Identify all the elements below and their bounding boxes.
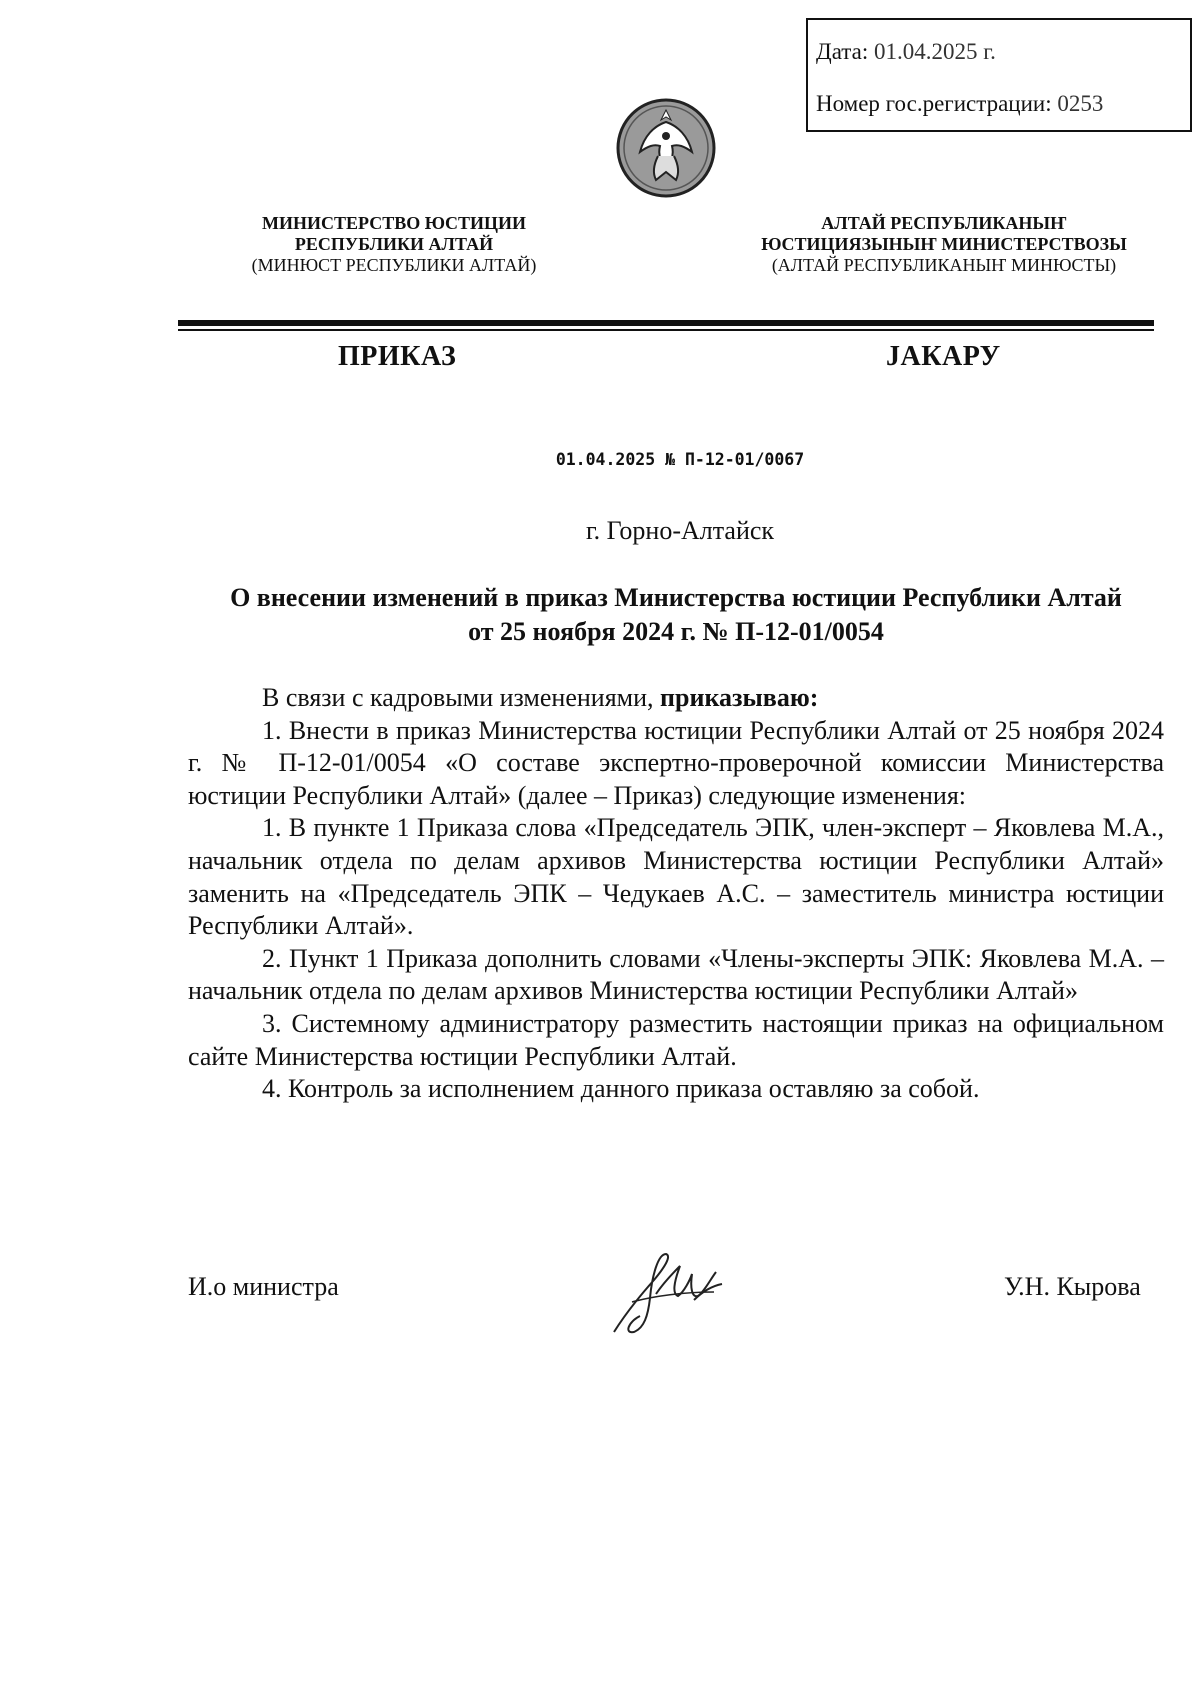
registration-number-value: 0253	[1057, 91, 1104, 116]
body-paragraph: 1. Внести в приказ Министерства юстиции Республики Алтай от 25 ноября 2024 г. № П-12-01/0054 «О составе экспертно-проверочной комиссии Министерства юстиции Республики Алтай» (далее – Приказ) следующие изменения:	[188, 715, 1164, 810]
document-city: г. Горно-Алтайск	[585, 516, 775, 545]
document-title-line2: от 25 ноября 2024 г. № П-12-01/0054	[468, 617, 884, 646]
body-paragraph: 4. Контроль за исполнением данного приказа оставляю за собой.	[262, 1074, 980, 1104]
ministry-ru-line2: РЕСПУБЛИКИ АЛТАЙ	[294, 234, 494, 254]
doc-kind-ru: ПРИКАЗ	[338, 341, 457, 372]
document-title-line1: О внесении изменений в приказ Министерства юстиции Республики Алтай	[230, 583, 1122, 612]
document-title	[188, 581, 1164, 649]
doc-kind-alt: ЈАКАРУ	[886, 341, 1001, 372]
header-divider-thin	[178, 329, 1154, 331]
registration-date-value: 01.04.2025 г.	[873, 39, 996, 64]
body-paragraph: 1. В пункте 1 Приказа слова «Председатель ЭПК, член-эксперт – Яковлева М.А., начальник отдела по делам архивов Министерства юстиции Республики Алтай» заменить на «Председатель ЭПК – Чедукаев А.С. – заместитель министра юстиции Республики Алтай».	[188, 813, 1164, 941]
registration-date-label: Дата:	[816, 39, 869, 64]
ministry-header-alt	[724, 213, 1164, 276]
republic-emblem-icon	[614, 96, 718, 200]
signatory-position: И.о министра	[188, 1272, 339, 1301]
body-intro-bold: приказываю:	[660, 683, 819, 712]
ministry-ru-line1: МИНИСТЕРСТВО ЮСТИЦИИ	[261, 213, 526, 233]
registration-date-row	[816, 40, 1190, 92]
ministry-header-ru	[224, 213, 564, 276]
document-body	[188, 682, 1164, 1106]
registration-number-label: Номер гос.регистрации:	[816, 91, 1052, 116]
ministry-ru-line3: (МИНЮСТ РЕСПУБЛИКИ АЛТАЙ)	[251, 255, 537, 275]
registration-box	[806, 18, 1192, 132]
body-intro	[188, 682, 1164, 715]
ministry-alt-line1: АЛТАЙ РЕСПУБЛИКАНЫҤ	[821, 213, 1067, 233]
registration-number-row	[816, 92, 1190, 144]
ministry-alt-line3: (АЛТАЙ РЕСПУБЛИКАНЫҤ МИНЮСТЫ)	[771, 255, 1117, 275]
handwritten-signature	[594, 1236, 744, 1346]
signatory-name: У.Н. Кырова	[1004, 1272, 1141, 1301]
body-paragraph: 2. Пункт 1 Приказа дополнить словами «Члены-эксперты ЭПК: Яковлева М.А. – начальник отдела по делам архивов Министерства юстиции Республики Алтай»	[188, 943, 1164, 1006]
body-intro-text: В связи с кадровыми изменениями,	[262, 683, 661, 712]
document-number: 01.04.2025 № П-12-01/0067	[555, 450, 805, 469]
ministry-alt-line2: ЮСТИЦИЯЗЫНЫҤ МИНИСТЕРСТВОЗЫ	[761, 234, 1127, 254]
body-paragraph: 3. Системному администратору разместить настоящии приказ на официальном сайте Министерства юстиции Республики Алтай.	[188, 1008, 1164, 1071]
header-divider-thick	[178, 320, 1154, 326]
